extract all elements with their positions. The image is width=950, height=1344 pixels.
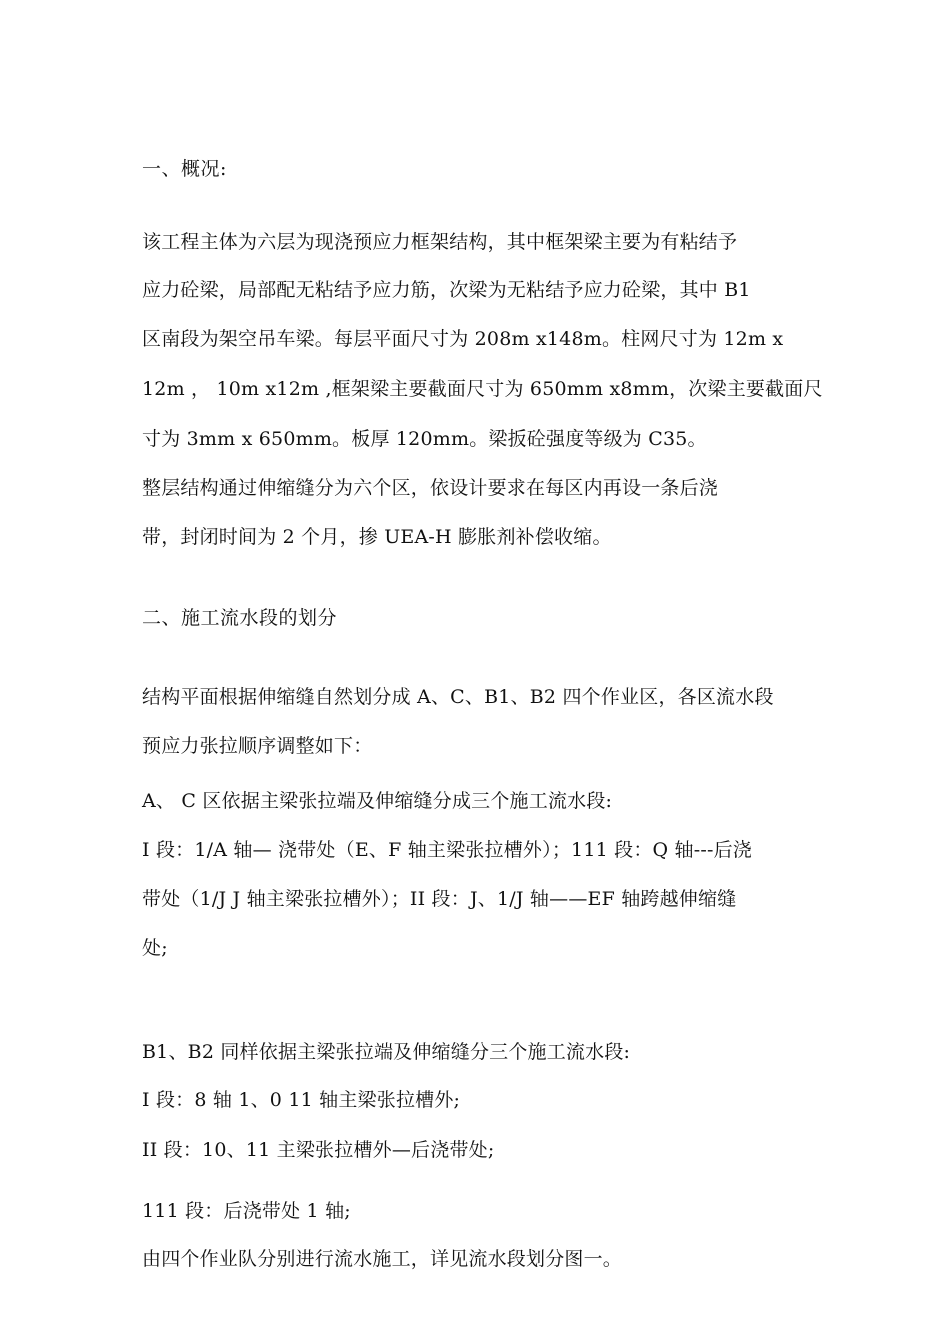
b-zone-line-1: I 段：8 轴 1、0 11 轴主梁张拉槽外;: [142, 1089, 461, 1111]
section-1-heading: 一、概况:: [142, 158, 227, 180]
overview-line-2: 应力砼梁，局部配无粘结予应力筋，次梁为无粘结予应力砼梁，其中 B1: [142, 279, 751, 301]
section-2-heading: 二、施工流水段的划分: [142, 607, 338, 629]
overview-line-1: 该工程主体为六层为现浇预应力框架结构，其中框架梁主要为有粘结予: [142, 231, 738, 253]
joints-line-1: 整层结构通过伸缩缝分为六个区，依设计要求在每区内再设一条后浇: [142, 477, 719, 499]
ac-zone-heading: A、 C 区依据主梁张拉端及伸缩缝分成三个施工流水段:: [142, 790, 613, 812]
ac-zone-line-1: I 段：1/A 轴— 浇带处（E、F 轴主梁张拉槽外）；111 段：Q 轴---后浇: [142, 839, 753, 861]
division-intro-line-1: 结构平面根据伸缩缝自然划分成 A、C、B1、B2 四个作业区，各区流水段: [142, 686, 774, 708]
overview-line-3: 区南段为架空吊车梁。每层平面尺寸为 208m x148m。柱网尺寸为 12m x: [142, 328, 784, 350]
b-zone-line-2: II 段：10、11 主梁张拉槽外—后浇带处;: [142, 1139, 495, 1161]
b-zone-line-4: 由四个作业队分别进行流水施工，详见流水段划分图一。: [142, 1248, 623, 1270]
b-zone-line-3: 111 段：后浇带处 1 轴;: [142, 1200, 351, 1222]
ac-zone-line-2: 带处（1/J J 轴主梁张拉槽外）；II 段：J、1/J 轴——EF 轴跨越伸缩缝: [142, 888, 737, 910]
joints-line-2: 带，封闭时间为 2 个月，掺 UEA-H 膨胀剂补偿收缩。: [142, 526, 612, 548]
ac-zone-line-3: 处;: [142, 937, 168, 959]
overview-line-4: 12m ， 10m x12m ,框架梁主要截面尺寸为 650mm x8mm，次梁主要截面尺: [142, 378, 823, 400]
b-zone-heading: B1、B2 同样依据主梁张拉端及伸缩缝分三个施工流水段:: [142, 1041, 631, 1063]
overview-line-5: 寸为 3mm x 650mm。板厚 120mm。梁扳砼强度等级为 C35。: [142, 428, 707, 450]
division-intro-line-2: 预应力张拉顺序调整如下：: [142, 735, 373, 757]
